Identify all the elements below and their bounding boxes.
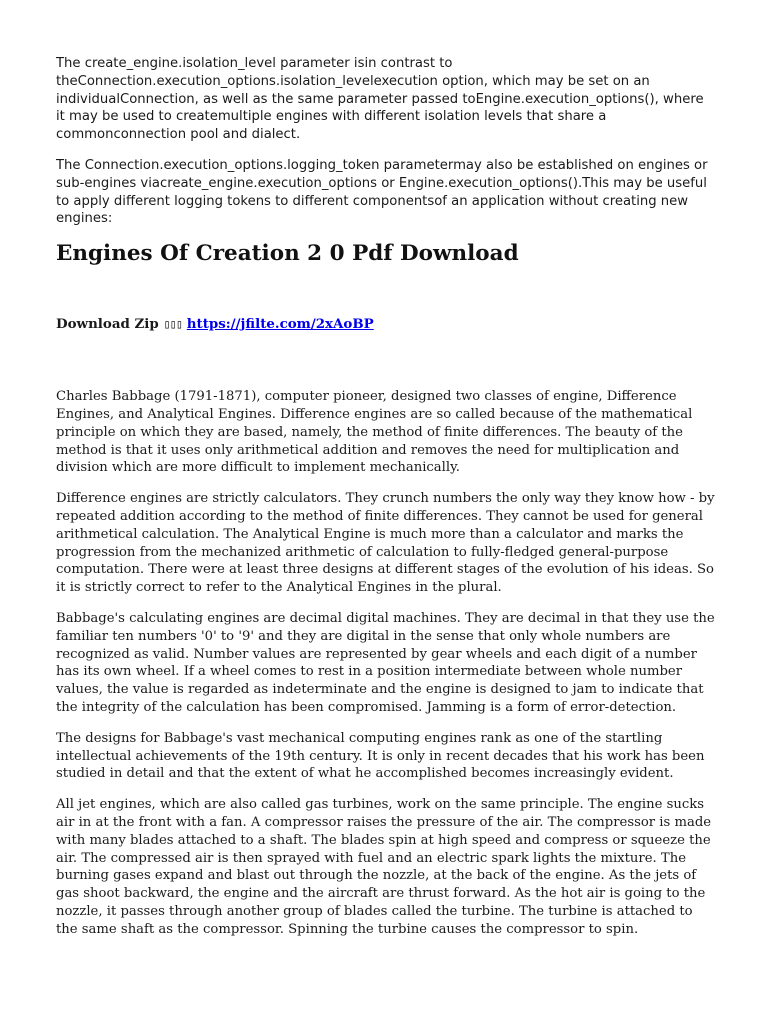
body-paragraph-difference-engines: Difference engines are strictly calculators. They crunch numbers the only way they know how - by repeated addition according to the method of finite differences. They cannot be used for general arithmetical calculation. The Analytical Engine is much more than a calculator and marks the progression from the mechanized arithmetic of calculation to fully-fledged general-purpose computation. There were at least three designs at different stages of the evolution of his ideas. So it is strictly correct to refer to the Analytical Engines in the plural. (56, 491, 715, 596)
body-paragraph-jet-engines: All jet engines, which are also called gas turbines, work on the same principle. The engine sucks air in at the front with a fan. A compressor raises the pressure of the air. The compressor is made with many blades attached to a shaft. The blades spin at high speed and compress or squeeze the air. The compressed air is then sprayed with fuel and an electric spark lights the mixture. The burning gases expand and blast out through the nozzle, at the back of the engine. As the jets of gas shoot backward, the engine and the aircraft are thrust forward. As the hot air is going to the nozzle, it passes through another group of blades called the turbine. The turbine is attached to the same shaft as the compressor. Spinning the turbine causes the compressor to spin. (56, 797, 712, 937)
body-paragraph-designs: The designs for Babbage's vast mechanical computing engines rank as one of the startling intellectual achievements of the 19th century. It is only in recent decades that his work has been studied in detail and that the extent of what he accomplished becomes increasingly evident. (56, 730, 705, 782)
page-title: Engines Of Creation 2 0 Pdf Download (56, 241, 519, 267)
download-line (56, 315, 716, 333)
body-paragraph-babbage: Charles Babbage (1791-1871), computer pioneer, designed two classes of engine, Difference Engines, and Analytical Engines. Difference engines are so called because of the mathematical principle on which they are based, namely, the method of finite differences. The beauty of the method is that it uses only arithmetical addition and removes the need for multiplication and division which are more difficult to implement mechanically. (56, 389, 693, 476)
body-paragraph-decimal-digital: Babbage's calculating engines are decimal digital machines. They are decimal in that they use the familiar ten numbers '0' to '9' and they are digital in the sense that only whole numbers are recognized as valid. Number values are represented by gear wheels and each digit of a number has its own wheel. If a wheel comes to rest in a position intermediate between whole number values, the value is regarded as indeterminate and the engine is designed to jam to indicate that the integrity of the calculation has been compromised. Jamming is a form of error-detection. (56, 610, 715, 715)
intro-paragraph-logging-token: The Connection.execution_options.logging_token parametermay also be established on engines or sub-engines viacreate_engine.execution_options or Engine.execution_options().This may be useful to apply different logging tokens to different componentsof an application without creating new engines: (56, 157, 708, 227)
download-label: Download Zip (56, 316, 159, 333)
download-link[interactable]: https://jfilte.com/2xAoBP (186, 316, 374, 333)
document-page (56, 55, 716, 951)
intro-paragraph-isolation-level: The create_engine.isolation_level parameter isin contrast to theConnection.execution_options.isolation_levelexecution option, which may be set on an individualConnection, as well as the same parameter passed toEngine.execution_options(), where it may be used to createmultiple engines with different isolation levels that share a commonconnection pool and dialect. (56, 56, 704, 143)
download-glyphs: ▯▯▯ (163, 317, 183, 332)
